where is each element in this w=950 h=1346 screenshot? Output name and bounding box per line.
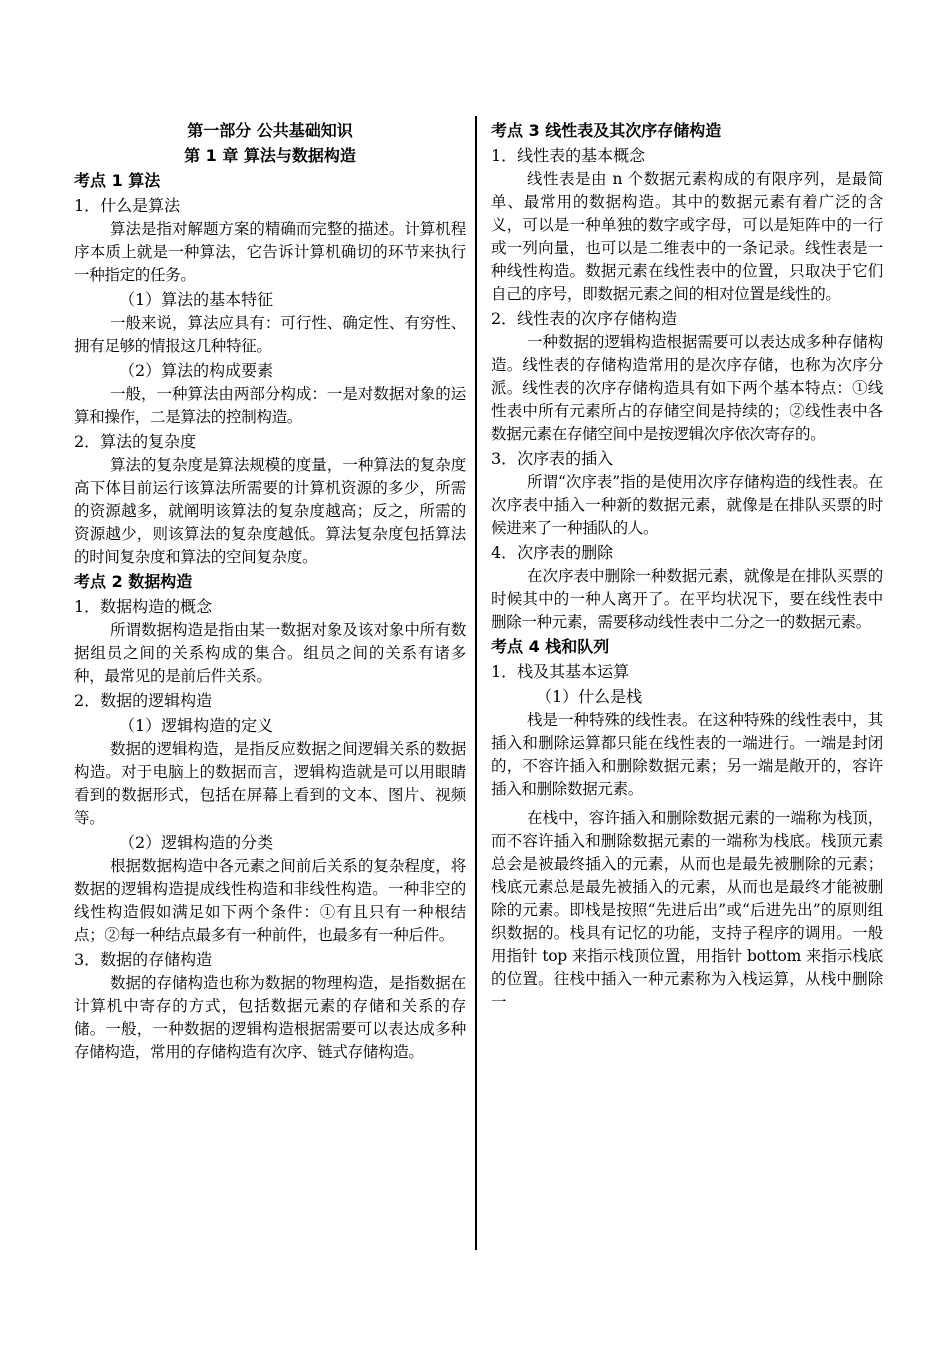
section-heading: 考点 2 数据构造 [74, 572, 193, 591]
section-heading: 考点 1 算法 [74, 171, 161, 190]
subsection-title: 3．数据的存储构造 [74, 950, 213, 969]
subsection-title: 1．栈及其基本运算 [491, 662, 630, 681]
subsection-title: 4．次序表的删除 [491, 543, 614, 562]
subsection-title: 1．线性表的基本概念 [491, 146, 646, 165]
paragraph: 线性表是由 n 个数据元素构成的有限序列，是最简单、最常用的数据构造。其中的数据元素有着广泛的含义，可以是一种单独的数字或字母，可以是矩阵中的一行或一列向量，也可以是二维表中的一条记录。线性表是一种线性构造。数据元素在线性表中的位置，只取决于它们自己的序号，即数据元素之间的相对位置是线性的。 [491, 170, 883, 303]
subsection-title: 3．次序表的插入 [491, 449, 614, 468]
paragraph: 所谓“次序表”指的是使用次序存储构造的线性表。在次序表中插入一种新的数据元素，就像是在排队买票的时候进来了一种插队的人。 [491, 473, 883, 537]
paragraph: 数据的存储构造也称为数据的物理构造，是指数据在计算机中寄存的方式，包括数据元素的存储和关系的存储。一般，一种数据的逻辑构造根据需要可以表达成多种存储构造，常用的存储构造有次序、链式存储构造。 [74, 974, 466, 1061]
sub-subsection-title: （2）逻辑构造的分类 [119, 833, 274, 852]
section-heading: 考点 4 栈和队列 [491, 637, 610, 656]
subsection-title: 2．数据的逻辑构造 [74, 691, 213, 710]
subsection-title: 2．线性表的次序存储构造 [491, 309, 678, 328]
part-title: 第一部分 公共基础知识 [187, 121, 353, 140]
sub-subsection-title: （2）算法的构成要素 [119, 361, 274, 380]
column-divider [475, 116, 477, 1250]
subsection-title: 2．算法的复杂度 [74, 432, 197, 451]
sub-subsection-title: （1）逻辑构造的定义 [119, 716, 274, 735]
paragraph: 算法的复杂度是算法规模的度量，一种算法的复杂度高下体目前运行该算法所需要的计算机资源的多少，所需的资源越多，就阐明该算法的复杂度越高；反之，所需的资源越少，则该算法的复杂度越低。算法复杂度包括算法的时间复杂度和算法的空间复杂度。 [74, 456, 466, 566]
paragraph: 根据数据构造中各元素之间前后关系的复杂程度，将数据的逻辑构造提成线性构造和非线性构造。一种非空的线性构造假如满足如下两个条件：①有且只有一种根结点；②每一种结点最多有一种前件，也最多有一种后件。 [74, 857, 466, 944]
sub-subsection-title: （1）算法的基本特征 [119, 290, 274, 309]
left-column [74, 118, 466, 1064]
paragraph: 一般，一种算法由两部分构成：一是对数据对象的运算和操作，二是算法的控制构造。 [74, 385, 466, 426]
paragraph: 所谓数据构造是指由某一数据对象及该对象中所有数据组员之间的关系构成的集合。组员之间的关系有诸多种，最常见的是前后件关系。 [74, 621, 466, 685]
subsection-title: 1．数据构造的概念 [74, 597, 213, 616]
paragraph: 在次序表中删除一种数据元素，就像是在排队买票的时候其中的一种人离开了。在平均状况下，要在线性表中删除一种元素，需要移动线性表中二分之一的数据元素。 [491, 567, 883, 631]
paragraph: 一种数据的逻辑构造根据需要可以表达成多种存储构造。线性表的存储构造常用的是次序存储，也称为次序分派。线性表的次序存储构造具有如下两个基本特点：①线性表中所有元素所占的存储空间是持续的；②线性表中各数据元素在存储空间中是按逻辑次序依次寄存的。 [491, 333, 883, 443]
paragraph: 栈是一种特殊的线性表。在这种特殊的线性表中，其插入和删除运算都只能在线性表的一端进行。一端是封闭的，不容许插入和删除数据元素；另一端是敞开的，容许插入和删除数据元素。 [491, 711, 883, 798]
sub-subsection-title: （1）什么是栈 [536, 687, 643, 706]
right-column [491, 118, 883, 1014]
paragraph: 算法是指对解题方案的精确而完整的描述。计算机程序本质上就是一种算法，它告诉计算机确切的环节来执行一种指定的任务。 [74, 220, 466, 284]
section-heading: 考点 3 线性表及其次序存储构造 [491, 121, 722, 140]
chapter-title: 第 1 章 算法与数据构造 [184, 146, 356, 165]
subsection-title: 1．什么是算法 [74, 196, 181, 215]
paragraph: 在栈中，容许插入和删除数据元素的一端称为栈顶，而不容许插入和删除数据元素的一端称为栈底。栈顶元素总会是被最终插入的元素，从而也是最先被删除的元素；栈底元素总是最先被插入的元素，从而也是最终才能被删除的元素。即栈是按照“先进后出”或“后进先出”的原则组织数据的。栈具有记忆的功能，支持子程序的调用。一般用指针 top 来指示栈顶位置，用指针 bottom 来指示栈底的位置。往栈中插入一种元素称为入栈运算，从栈中删除一 [491, 809, 883, 1011]
paragraph: 数据的逻辑构造，是指反应数据之间逻辑关系的数据构造。对于电脑上的数据而言，逻辑构造就是可以用眼睛看到的数据形式，包括在屏幕上看到的文本、图片、视频等。 [74, 740, 466, 827]
paragraph: 一般来说，算法应具有：可行性、确定性、有穷性、拥有足够的情报这几种特征。 [74, 314, 466, 355]
